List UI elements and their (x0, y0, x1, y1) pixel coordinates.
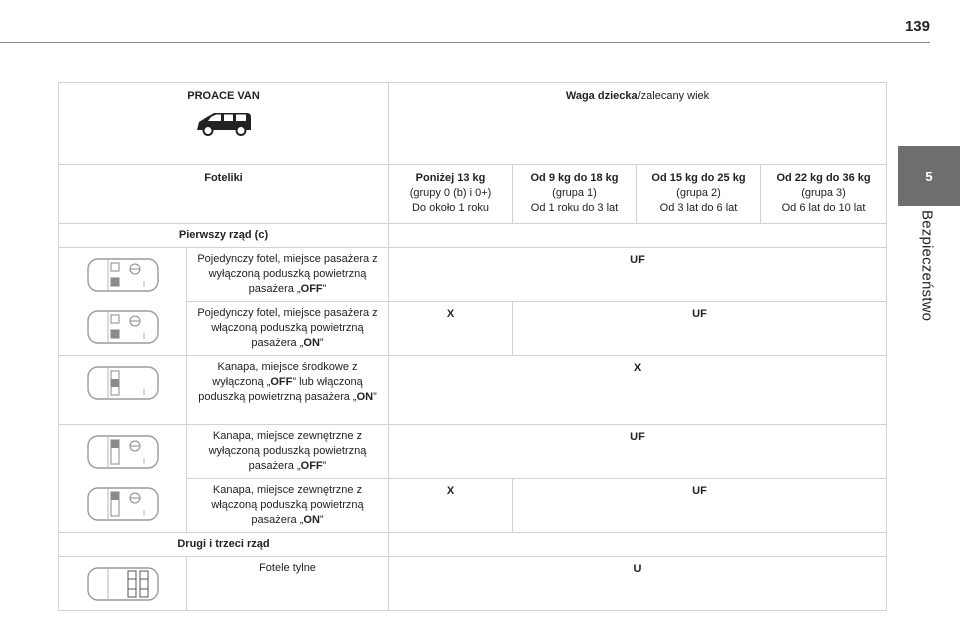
bench-middle-desc (187, 356, 389, 425)
bench-middle-value: X (389, 356, 887, 425)
seat-layout-icon (86, 255, 160, 295)
desc-text: ” (319, 514, 324, 526)
desc-bold: OFF (270, 376, 293, 388)
rear-seats-value: U (389, 557, 887, 611)
section-first-row-empty (389, 224, 887, 248)
weight-header-bold: Waga dziecka (565, 90, 638, 102)
single-seat-off-value: UF (389, 248, 887, 302)
section-second-row-empty (389, 533, 887, 557)
group-label: (grupa 3) (801, 187, 846, 199)
bench-middle-icon-cell (59, 356, 187, 425)
chapter-tab[interactable]: 5 (898, 146, 960, 206)
desc-text: ” (373, 391, 377, 403)
group-title: Od 22 kg do 36 kg (776, 172, 871, 184)
bench-outer-off-desc (187, 425, 389, 479)
bench-outer-icons (59, 425, 187, 533)
group-header-3 (761, 165, 887, 224)
desc-text: Kanapa, miejsce zewnętrzne z włączoną poduszką powietrzną pasażera „ (211, 484, 364, 526)
seat-layout-icon (86, 432, 160, 472)
group-age: Od 1 roku do 3 lat (530, 202, 619, 214)
section-first-row: Pierwszy rząd (c) (59, 224, 389, 248)
desc-bold: OFF (300, 283, 323, 295)
desc-text: ” lub włączoną poduszką powietrzną pasażera „ (198, 376, 363, 403)
bench-outer-on-value-group0: X (389, 479, 513, 533)
bench-outer-off-value: UF (389, 425, 887, 479)
bench-outer-on-desc (187, 479, 389, 533)
group-label: (grupy 0 (b) i 0+) (409, 187, 492, 199)
group-title: Od 15 kg do 25 kg (651, 172, 746, 184)
seats-label: Foteliki (59, 165, 389, 224)
weight-header-rest: /zalecany wiek (637, 90, 710, 102)
desc-bold: ON (303, 514, 320, 526)
group-age: Od 3 lat do 6 lat (659, 202, 738, 214)
single-seat-on-desc (187, 302, 389, 356)
weight-header (389, 83, 887, 165)
seat-layout-icon (86, 363, 160, 403)
vehicle-label: PROACE VAN (187, 90, 260, 102)
desc-text: ” (322, 460, 327, 472)
group-age: Do około 1 roku (411, 202, 490, 214)
chapter-title-text: Bezpieczeństwo (918, 210, 936, 322)
section-second-row: Drugi i trzeci rząd (59, 533, 389, 557)
desc-text: Kanapa, miejsce zewnętrzne z wyłączoną poduszką powietrzną pasażera „ (208, 430, 367, 472)
group-label: (grupa 1) (552, 187, 597, 199)
desc-bold: ON (303, 337, 320, 349)
group-header-2 (637, 165, 761, 224)
group-header-0 (389, 165, 513, 224)
desc-text: ” (322, 283, 327, 295)
single-seat-off-desc (187, 248, 389, 302)
seat-layout-icon (86, 307, 160, 347)
bench-outer-on-value-rest: UF (513, 479, 887, 533)
child-seat-table (58, 82, 887, 611)
seat-layout-icon (86, 564, 160, 604)
seat-layout-icon (86, 484, 160, 524)
desc-text: ” (319, 337, 324, 349)
single-seat-on-value-rest: UF (513, 302, 887, 356)
desc-text: Pojedynczy fotel, miejsce pasażera z włączoną poduszką powietrzną pasażera „ (197, 307, 378, 349)
van-icon (194, 108, 254, 138)
chapter-title (896, 210, 958, 380)
desc-bold: OFF (300, 460, 323, 472)
header-rule (0, 42, 930, 43)
desc-bold: ON (356, 391, 374, 403)
rear-seats-icon-cell (59, 557, 187, 611)
page-number: 139 (904, 18, 930, 35)
group-title: Od 9 kg do 18 kg (530, 172, 619, 184)
first-row-icons (59, 248, 187, 356)
rear-seats-desc: Fotele tylne (187, 557, 389, 611)
desc-text: Pojedynczy fotel, miejsce pasażera z wyłączoną poduszką powietrzną pasażera „ (197, 253, 378, 295)
group-label: (grupa 2) (676, 187, 721, 199)
group-title: Poniżej 13 kg (415, 172, 486, 184)
group-age: Od 6 lat do 10 lat (781, 202, 866, 214)
desc-text: Kanapa, miejsce środkowe z wyłączoną „ (212, 361, 358, 388)
group-header-1 (513, 165, 637, 224)
vehicle-header (59, 83, 389, 165)
single-seat-on-value-group0: X (389, 302, 513, 356)
